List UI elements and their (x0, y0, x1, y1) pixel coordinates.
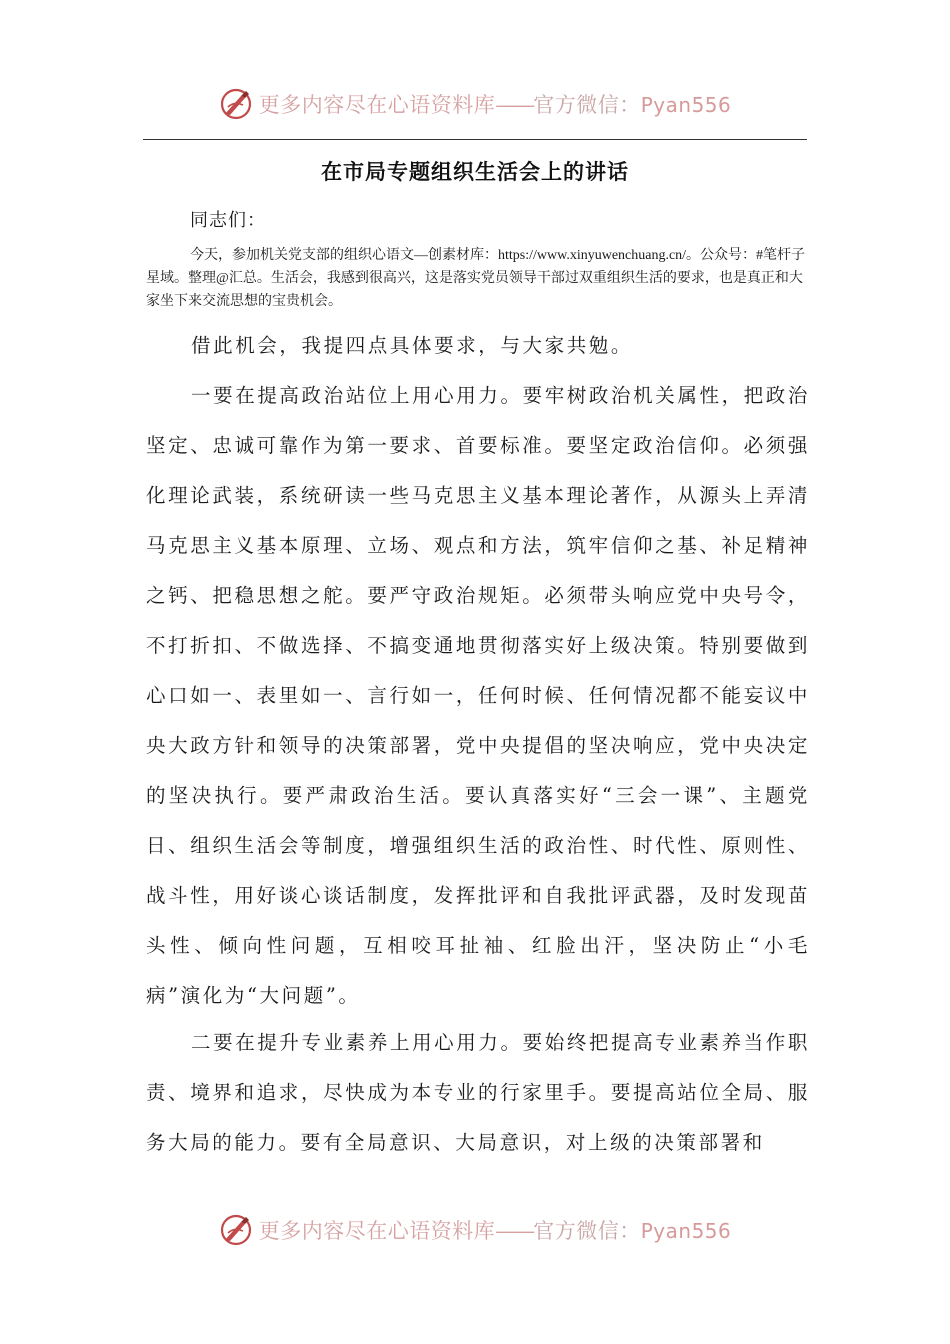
header-rule (143, 139, 807, 140)
greeting: 同志们： (190, 210, 266, 231)
brush-logo-icon (219, 87, 253, 121)
watermark-text: 更多内容尽在心语资料库——官方微信：Pyan556 (258, 1219, 732, 1243)
point-two-paragraph: 二要在提升专业素养上用心用力。要始终把提高专业素养当作职责、境界和追求，尽快成为本专业的行家里手。要提高站位全局、服务大局的能力。要有全局意识、大局意识，对上级的决策部署和 (146, 1031, 810, 1154)
intro-small-paragraph: 今天，参加机关党支部的组织心语文—创素材库：https://www.xinyuwenchuang.cn/。公众号：#笔杆子星域。整理@汇总。生活会，我感到很高兴，这是落实党员领导干部过双重组织生活的要求，也是真正和大家坐下来交流思想的宝贵机会。 (146, 248, 806, 309)
watermark-banner-bottom (0, 1208, 950, 1252)
watermark-text: 更多内容尽在心语资料库——官方微信：Pyan556 (258, 93, 732, 117)
document-title: 在市局专题组织生活会上的讲话 (321, 160, 629, 184)
watermark-banner-top (0, 82, 950, 126)
brush-logo-icon (219, 1213, 253, 1247)
point-one-paragraph: 一要在提高政治站位上用心用力。要牢树政治机关属性，把政治坚定、忠诚可靠作为第一要求、首要标准。要坚定政治信仰。必须强化理论武装，系统研读一些马克思主义基本理论著作，从源头上弄清马克思主义基本原理、立场、观点和方法，筑牢信仰之基、补足精神之钙、把稳思想之舵。要严守政治规矩。必须带头响应党中央号令，不打折扣、不做选择、不搞变通地贯彻落实好上级决策。特别要做到心口如一、表里如一、言行如一，任何时候、任何情况都不能妄议中央大政方针和领导的决策部署，党中央提倡的坚决响应，党中央决定的坚决执行。要严肃政治生活。要认真落实好“三会一课”、主题党日、组织生活会等制度，增强组织生活的政治性、时代性、原则性、战斗性，用好谈心谈话制度，发挥批评和自我批评武器，及时发现苗头性、倾向性问题，互相咬耳扯袖、红脸出汗，坚决防止“小毛病”演化为“大问题”。 (146, 384, 810, 1007)
intro-paragraph: 借此机会，我提四点具体要求，与大家共勉。 (191, 334, 634, 357)
